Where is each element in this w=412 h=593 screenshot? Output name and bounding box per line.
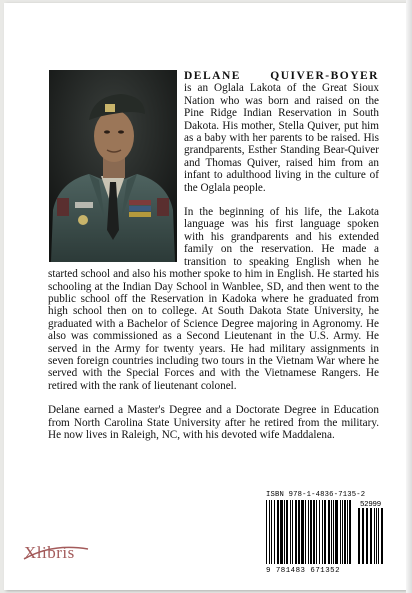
- barcode-addon-bar: [370, 508, 372, 564]
- barcode-bar: [295, 500, 297, 564]
- barcode-addon-bar: [381, 508, 383, 564]
- author-name: DELANE QUIVER-BOYER: [184, 70, 379, 82]
- barcode-bar: [340, 500, 341, 564]
- barcode-bar: [298, 500, 300, 564]
- barcode-bar: [292, 500, 293, 564]
- isbn-barcode: [262, 490, 387, 578]
- barcode-bar: [324, 500, 326, 564]
- bio-paragraph-3: Delane earned a Master's Degree and a Doctorate Degree in Education from North Carolina State University after he retired from the military. He now lives in Raleigh, NC, with his devoted wife Maddalena.: [48, 404, 379, 441]
- photo-spacer: [48, 70, 179, 266]
- barcode-bar: [308, 500, 309, 564]
- barcode-bar: [269, 500, 270, 564]
- barcode-addon-bar: [374, 508, 375, 564]
- barcode-bar: [349, 500, 351, 564]
- barcode-bar: [274, 500, 275, 564]
- barcode-bar: [310, 500, 312, 564]
- barcode-bar: [342, 500, 343, 564]
- barcode-bar: [328, 500, 330, 564]
- barcode-bar: [333, 500, 334, 564]
- price-code: 52999: [360, 499, 381, 508]
- barcode-bar: [271, 500, 272, 564]
- barcode-bar: [344, 500, 346, 564]
- bio-paragraph-2: In the beginning of his life, the Lakota language was his first language spoken with his grandparents and his extended family on the reservation. He made a transition to speaking English when he started school and also his mother spoke to him in English. He started his schooling at the Indian Day School in Wanblee, SD, and then went to the public school off the Reservation in Kadoka where he graduated from high school then on to college. At South Dakota State University, he graduated with a Bachelor of Science Degree majoring in Agronomy. He also was commissioned as a Second Lieutenant in the U.S. Army. He served in the Army for twenty years. He had military assignments in seven foreign countries including two tours in the Vietnam War where he served with the Special Forces and with the Vietnamese Rangers. He retired with the rank of lieutenant colonel.: [48, 206, 379, 392]
- barcode-bar: [331, 500, 332, 564]
- isbn-label: ISBN 978-1-4836-7135-2: [266, 491, 366, 499]
- barcode-bar: [347, 500, 348, 564]
- barcode-addon-bar: [366, 508, 368, 564]
- barcode-bar: [284, 500, 285, 564]
- bio-paragraph-1: [48, 70, 379, 194]
- barcode-bar: [301, 500, 304, 564]
- barcode-bar: [277, 500, 279, 564]
- barcode-bar: [335, 500, 338, 564]
- publisher-logo: Xlibris: [24, 543, 75, 562]
- barcode-digits: 9 781483 671352: [266, 567, 341, 575]
- barcode-bar: [313, 500, 315, 564]
- barcode-bar: [305, 500, 306, 564]
- cover-edge: [406, 0, 412, 593]
- author-bio: [48, 70, 379, 453]
- barcode-addon-bar: [376, 508, 377, 564]
- barcode-bar: [319, 500, 320, 564]
- barcode-bar: [266, 500, 267, 564]
- barcode-addon-bar: [358, 508, 360, 564]
- barcode-bar: [322, 500, 323, 564]
- barcode-bar: [280, 500, 283, 564]
- back-cover: [4, 3, 406, 590]
- barcode-addon-bar: [378, 508, 379, 564]
- barcode-bar: [290, 500, 291, 564]
- barcode-bars: [266, 500, 383, 566]
- barcode-bar: [316, 500, 317, 564]
- barcode-bar: [286, 500, 288, 564]
- barcode-addon-bar: [362, 508, 364, 564]
- bio-intro-text: is an Oglala Lakota of the Great Sioux Nation who was born and raised on the Pine Ridge Indian Reservation in South Dakota. His mother, Stella Quiver, put him as a baby with her parents to be raised. His grandparents, Esther Standing Bear-Quiver and Thomas Quiver, raised him from an infant to adulthood living in the culture of the Oglala people.: [184, 82, 379, 194]
